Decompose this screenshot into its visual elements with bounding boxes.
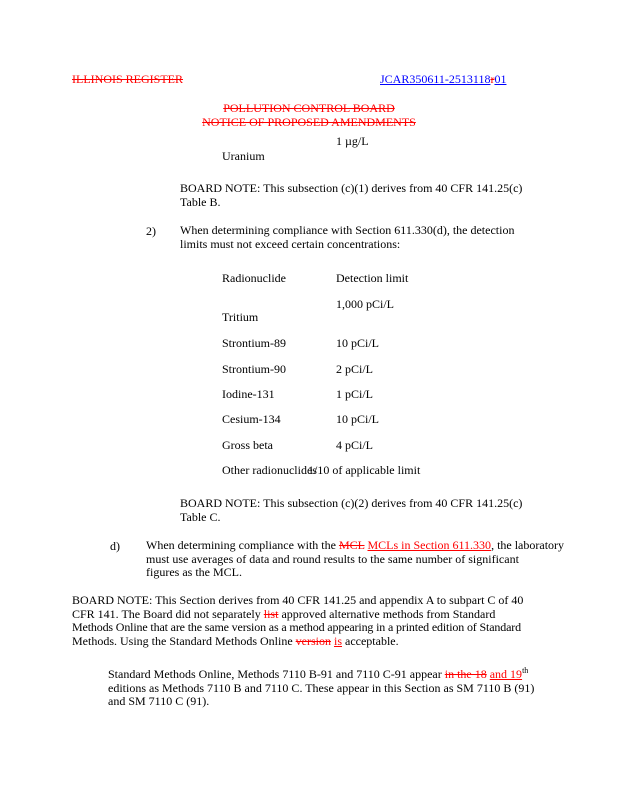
board-note-c1-line1: BOARD NOTE: This subsection (c)(1) derives from 40 CFR 141.25(c) — [180, 181, 523, 195]
board-note-deleted-version: version — [295, 633, 331, 648]
board-note-inserted-is: is — [333, 633, 342, 648]
table-row-gross-beta-name: Gross beta — [222, 438, 273, 452]
board-note-c1 — [180, 182, 522, 209]
table-row-strontium89-value: 10 pCi/L — [336, 336, 380, 350]
uranium-value: 1 µg/L — [336, 134, 369, 148]
item-d-inserted: MCLs in Section 611.330 — [367, 538, 492, 552]
board-note-line4 — [72, 635, 523, 649]
board-note-line2-end: approved alternative methods from Standard — [278, 606, 496, 621]
board-note-c2-line1: BOARD NOTE: This subsection (c)(2) derives from 40 CFR 141.25(c) — [180, 496, 523, 510]
item-d-line1 — [146, 539, 564, 553]
board-note-line2 — [72, 608, 523, 622]
item-d-text — [146, 539, 564, 580]
table-row-tritium-value: 1,000 pCi/L — [336, 297, 395, 311]
item-d-line1-end: , the laboratory — [491, 538, 565, 552]
item-2-line2: limits must not exceed certain concentrations: — [180, 236, 401, 251]
document-code-deleted: r — [490, 72, 495, 86]
agency-title: POLLUTION CONTROL BOARD — [223, 101, 395, 115]
item-d-number: d) — [110, 539, 120, 553]
document-code — [380, 72, 506, 86]
uranium-label: Uranium — [222, 149, 265, 163]
board-note-c2 — [180, 497, 522, 524]
board-note-c1-line2: Table B. — [180, 194, 221, 209]
register-header-left: ILLINOIS REGISTER — [72, 72, 183, 86]
sm-line1 — [108, 664, 534, 682]
board-note-line3: Methods Online that are the same version as a method appearing in a printed edition of Standard — [72, 620, 521, 634]
table-row-other-name: Other radionuclides — [222, 463, 317, 477]
sm-deleted: in the 18 — [444, 667, 487, 681]
item-2-line1: When determining compliance with Section 611.330(d), the detection — [180, 223, 515, 237]
board-note-section — [72, 594, 523, 648]
document-code-suffix: 01 — [494, 72, 507, 86]
board-note-line1: BOARD NOTE: This Section derives from 40 CFR 141.25 and appendix A to subpart C of 40 — [72, 593, 524, 607]
item-2-text — [180, 224, 514, 251]
table-header-detection-limit: Detection limit — [336, 271, 409, 285]
table-row-strontium89-name: Strontium-89 — [222, 336, 287, 350]
item-d-line3: figures as the MCL. — [146, 565, 242, 579]
sm-line1-start: Standard Methods Online, Methods 7110 B-91 and 7110 C-91 appear — [108, 667, 445, 681]
sm-line2: editions as Methods 7110 B and 7110 C. These appear in this Section as SM 7110 B (91) — [108, 680, 535, 695]
table-row-cesium134-name: Cesium-134 — [222, 412, 281, 426]
table-row-gross-beta-value: 4 pCi/L — [336, 438, 374, 452]
standard-methods-paragraph — [108, 664, 534, 709]
table-row-tritium-name: Tritium — [222, 310, 259, 324]
table-row-cesium134-value: 10 pCi/L — [336, 412, 380, 426]
board-note-line4-start: Methods. Using the Standard Methods Online — [72, 633, 296, 648]
item-d-line1-start: When determining compliance with the — [146, 538, 339, 552]
table-row-strontium90-name: Strontium-90 — [222, 362, 287, 376]
board-note-c2-line2: Table C. — [180, 509, 221, 524]
sm-superscript: th — [522, 666, 529, 675]
sm-inserted: and 19 — [489, 667, 523, 681]
document-code-prefix: JCAR350611-2513118 — [380, 72, 491, 86]
table-row-iodine131-value: 1 pCi/L — [336, 387, 374, 401]
item-2-number: 2) — [146, 224, 156, 238]
table-header-radionuclide: Radionuclide — [222, 271, 286, 285]
table-row-iodine131-name: Iodine-131 — [222, 387, 275, 401]
table-row-strontium90-value: 2 pCi/L — [336, 362, 374, 376]
table-row-other-value: 1/10 of applicable limit — [308, 463, 421, 477]
board-note-deleted-list: list — [263, 606, 279, 621]
board-note-line2-start: CFR 141. The Board did not separately — [72, 606, 264, 621]
item-d-deleted: MCL — [338, 538, 365, 552]
sm-line3: and SM 7110 C (91). — [108, 694, 210, 708]
notice-title: NOTICE OF PROPOSED AMENDMENTS — [202, 115, 416, 129]
board-note-line4-end: acceptable. — [342, 633, 399, 648]
item-d-line2: must use averages of data and round results to the same number of significant — [146, 551, 519, 566]
